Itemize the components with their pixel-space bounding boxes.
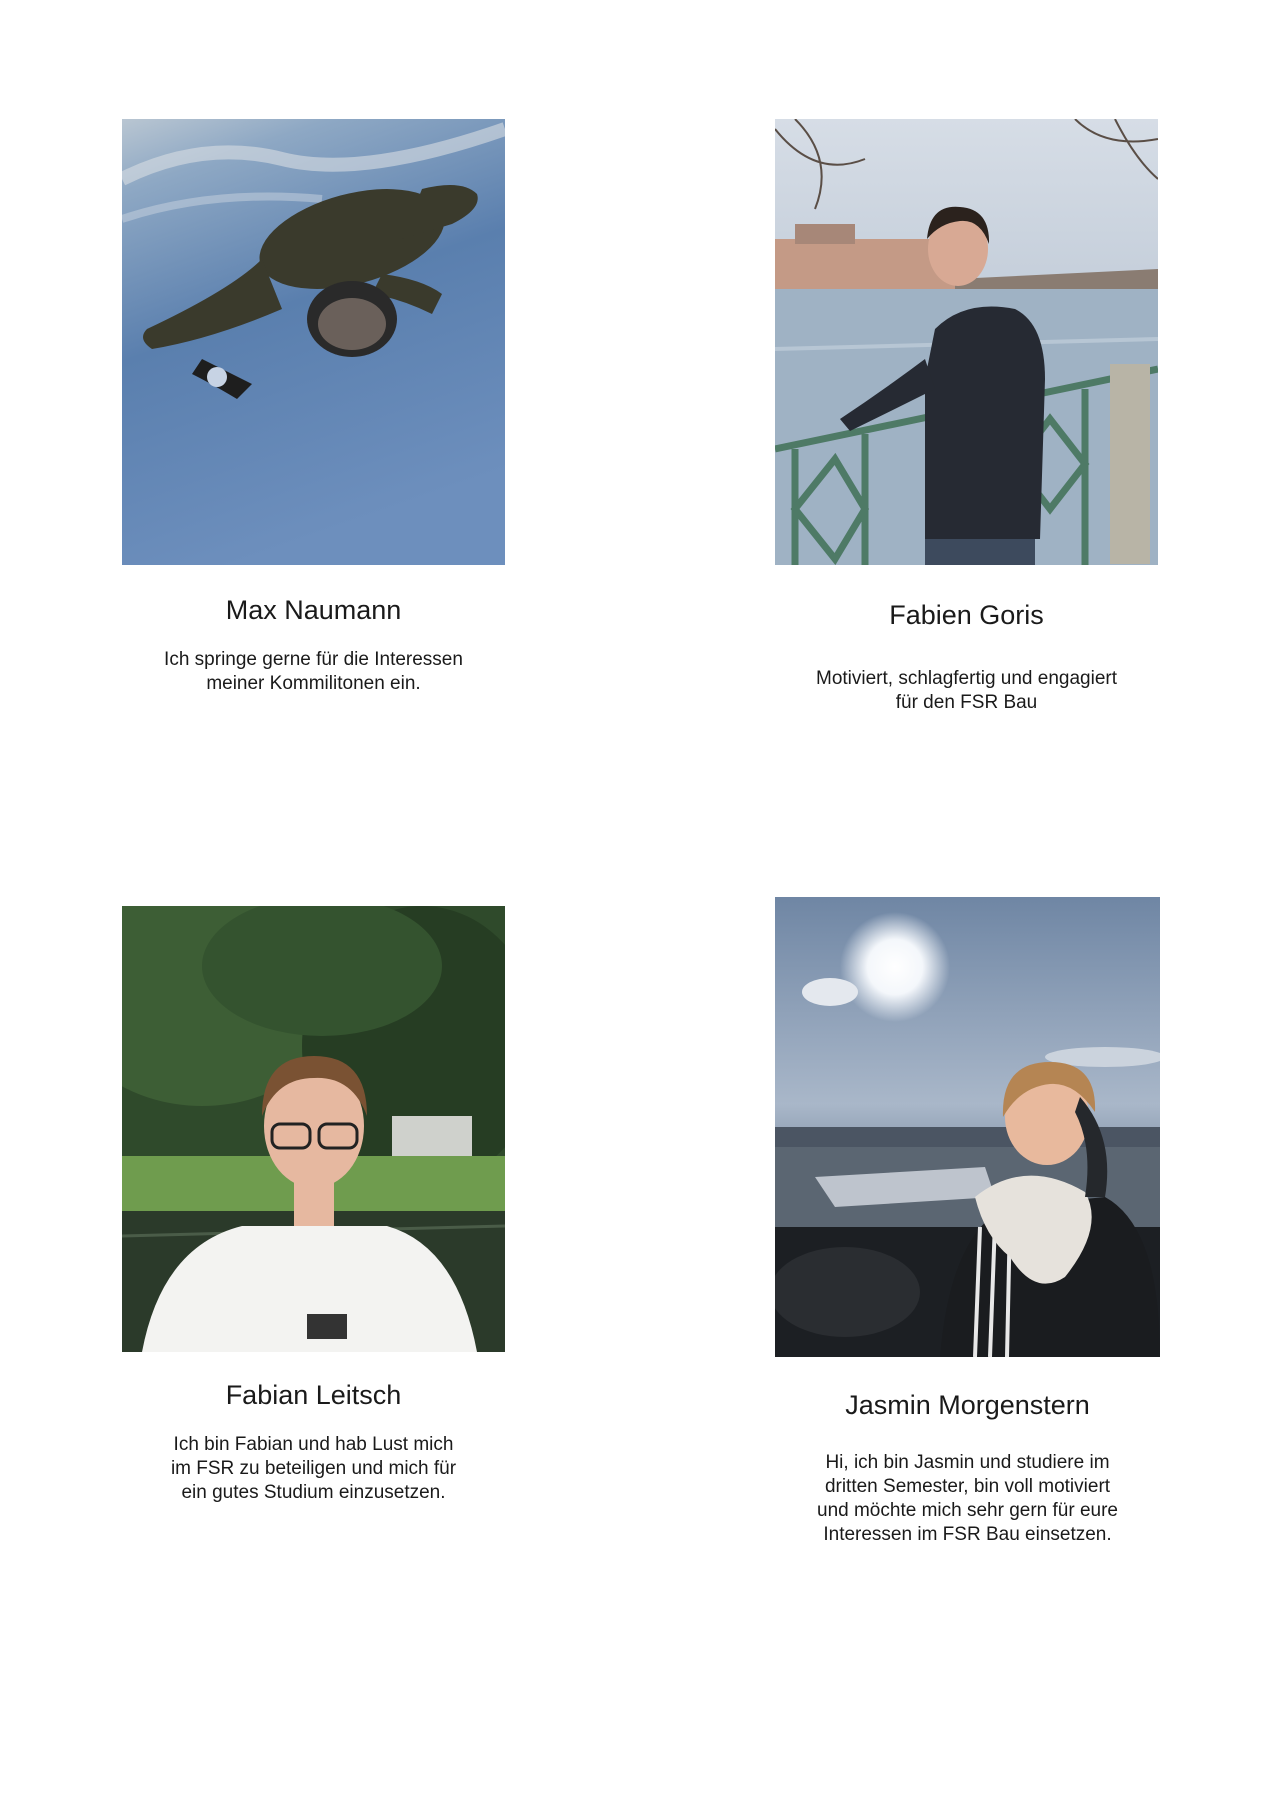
member-card (775, 897, 1160, 1547)
member-photo (122, 906, 505, 1352)
bio-line: für den FSR Bau (895, 692, 1038, 713)
member-bio (775, 667, 1158, 715)
member-bio (775, 1451, 1160, 1547)
member-photo (122, 119, 505, 565)
member-name: Max Naumann (225, 595, 402, 625)
member-name: Jasmin Morgenstern (845, 1390, 1090, 1420)
member-card (122, 119, 505, 696)
bio-line: Motiviert, schlagfertig und engagiert (816, 668, 1117, 689)
bio-line: ein gutes Studium einzusetzen. (181, 1482, 446, 1503)
member-name: Fabien Goris (889, 600, 1044, 630)
bio-line: meiner Kommilitonen ein. (206, 673, 421, 694)
bio-line: Ich springe gerne für die Interessen (164, 649, 463, 670)
member-photo (775, 119, 1158, 565)
bio-line: Ich bin Fabian und hab Lust mich (173, 1434, 454, 1455)
member-photo (775, 897, 1160, 1357)
bio-line: Hi, ich bin Jasmin und studiere im (825, 1452, 1110, 1473)
member-name: Fabian Leitsch (225, 1380, 402, 1410)
bio-line: und möchte mich sehr gern für eure (817, 1500, 1118, 1521)
bio-line: Interessen im FSR Bau einsetzen. (823, 1524, 1112, 1545)
member-bio (122, 648, 505, 696)
member-bio (122, 1433, 505, 1505)
bio-line: im FSR zu beteiligen und mich für (170, 1458, 457, 1479)
bio-line: dritten Semester, bin voll motiviert (824, 1476, 1111, 1497)
member-card (122, 906, 505, 1505)
member-card (775, 119, 1158, 715)
